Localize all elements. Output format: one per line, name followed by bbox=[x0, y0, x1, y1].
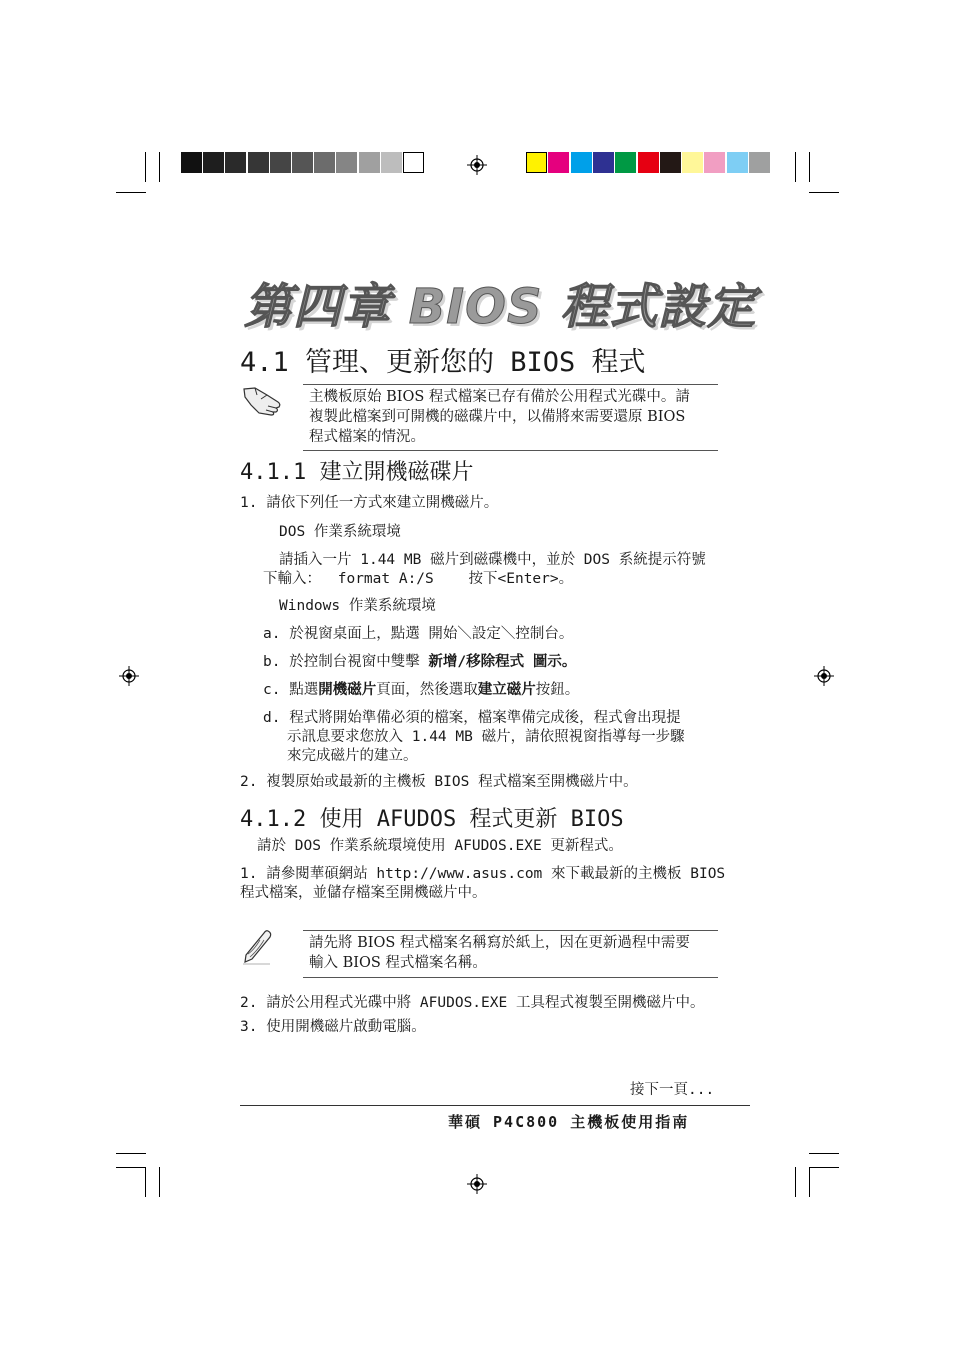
registration-mark-icon bbox=[814, 666, 834, 686]
step-d bbox=[263, 709, 685, 766]
note-text bbox=[309, 933, 690, 973]
gray-swatch bbox=[381, 152, 402, 173]
chapter-title: 第四章 BIOS 程式設定 bbox=[244, 279, 757, 335]
dos-title: DOS 作業系統環境 bbox=[279, 524, 401, 540]
color-swatch bbox=[704, 152, 725, 173]
note-bottom-rule bbox=[303, 977, 718, 978]
intro-text: 請於 DOS 作業系統環境使用 AFUDOS.EXE 更新程式。 bbox=[257, 838, 623, 854]
gray-swatch bbox=[203, 152, 224, 173]
crop-mark bbox=[159, 1167, 160, 1197]
step-1: 1. 請依下列任一方式來建立開機磁片。 bbox=[240, 495, 499, 511]
step-1-line: 1. 請參閱華碩網站 http://www.asus.com 來下載最新的主機板 BIOS bbox=[240, 866, 726, 882]
gray-swatch bbox=[292, 152, 313, 173]
gray-swatch bbox=[225, 152, 246, 173]
note-line: 主機板原始 BIOS 程式檔案已存有備於公用程式光碟中。請 bbox=[309, 389, 690, 405]
section-heading-4-1-2: 4.1.2 使用 AFUDOS 程式更新 BIOS bbox=[240, 807, 624, 832]
note-bottom-rule bbox=[303, 450, 718, 451]
note-line: 複製此檔案到可開機的磁碟片中，以備將來需要還原 BIOS bbox=[309, 409, 686, 425]
crop-mark bbox=[809, 1167, 839, 1168]
gray-swatch bbox=[359, 152, 380, 173]
step-2: 2. 複製原始或最新的主機板 BIOS 程式檔案至開機磁片中。 bbox=[240, 774, 638, 790]
step-b-text: b. 於控制台視窗中雙擊 bbox=[263, 654, 429, 670]
note-line: 輸入 BIOS 程式檔案名稱。 bbox=[309, 955, 487, 971]
step-c-text: c. 點選 bbox=[263, 682, 319, 698]
step-c-bold-2: 建立磁片 bbox=[477, 682, 536, 698]
windows-title: Windows 作業系統環境 bbox=[279, 598, 436, 614]
dos-command: format A:/S bbox=[337, 571, 434, 587]
registration-mark-icon bbox=[467, 155, 487, 175]
color-swatch bbox=[727, 152, 748, 173]
step-2-afudos: 2. 請於公用程式光碟中將 AFUDOS.EXE 工具程式複製至開機磁片中。 bbox=[240, 995, 705, 1011]
color-swatch bbox=[526, 152, 547, 173]
gray-swatch bbox=[270, 152, 291, 173]
dos-line-2-suffix: 按下<Enter>。 bbox=[468, 571, 574, 587]
crop-mark bbox=[145, 1167, 146, 1197]
step-d-line: 來完成磁片的建立。 bbox=[287, 748, 418, 764]
gray-swatch bbox=[403, 152, 424, 173]
step-c-mid: 頁面，然後選取 bbox=[376, 682, 478, 698]
crop-mark bbox=[809, 1153, 839, 1154]
note-line: 程式檔案的情況。 bbox=[309, 429, 425, 445]
step-b-bold: 新增/移除程式 圖示。 bbox=[428, 654, 577, 670]
note-top-rule bbox=[303, 384, 718, 385]
step-a: a. 於視窗桌面上，點選 開始＼設定＼控制台。 bbox=[263, 626, 574, 642]
color-swatch bbox=[571, 152, 592, 173]
color-swatch bbox=[615, 152, 636, 173]
color-swatch bbox=[638, 152, 659, 173]
dos-line-2-prefix: 下輸入： bbox=[263, 571, 321, 587]
step-b bbox=[263, 653, 576, 672]
step-d-line: d. 程式將開始準備必須的檔案，檔案準備完成後，程式會出現提 bbox=[263, 710, 681, 726]
step-1-afudos bbox=[240, 865, 725, 903]
step-c-bold-1: 開機磁片 bbox=[318, 682, 377, 698]
dos-line-2 bbox=[263, 570, 573, 589]
crop-mark bbox=[116, 192, 146, 193]
crop-mark bbox=[795, 152, 796, 182]
gray-swatch bbox=[314, 152, 335, 173]
note-top-rule bbox=[303, 930, 718, 931]
crop-mark bbox=[159, 152, 160, 182]
continue-text: 接下一頁... bbox=[630, 1082, 715, 1098]
step-c-suffix: 按鈕。 bbox=[535, 682, 580, 698]
registration-mark-icon bbox=[467, 1174, 487, 1194]
gray-swatch bbox=[336, 152, 357, 173]
registration-mark-icon bbox=[119, 666, 139, 686]
crop-mark bbox=[116, 1167, 146, 1168]
hand-pointer-icon bbox=[241, 383, 283, 417]
color-swatch bbox=[593, 152, 614, 173]
gray-swatch bbox=[181, 152, 202, 173]
footer-rule bbox=[240, 1105, 750, 1106]
step-c bbox=[263, 681, 579, 700]
step-d-line: 示訊息要求您放入 1.44 MB 磁片，請依照視窗指導每一步驟 bbox=[287, 729, 685, 745]
pencil-icon bbox=[240, 928, 274, 966]
crop-mark bbox=[809, 152, 810, 182]
dos-line-1: 請插入一片 1.44 MB 磁片到磁碟機中，並於 DOS 系統提示符號 bbox=[279, 552, 706, 568]
note-line: 請先將 BIOS 程式檔案名稱寫於紙上，因在更新過程中需要 bbox=[309, 935, 690, 951]
crop-mark bbox=[809, 192, 839, 193]
crop-mark bbox=[809, 1167, 810, 1197]
section-heading-4-1-1: 4.1.1 建立開機磁碟片 bbox=[240, 460, 474, 485]
color-swatch bbox=[660, 152, 681, 173]
step-3-afudos: 3. 使用開機磁片啟動電腦。 bbox=[240, 1019, 426, 1035]
step-1-line: 程式檔案，並儲存檔案至開機磁片中。 bbox=[240, 885, 487, 901]
note-text bbox=[309, 387, 690, 447]
color-swatch bbox=[548, 152, 569, 173]
crop-mark bbox=[145, 152, 146, 182]
section-heading-4-1: 4.1 管理、更新您的 BIOS 程式 bbox=[240, 347, 646, 378]
color-swatch bbox=[749, 152, 770, 173]
gray-swatch bbox=[248, 152, 269, 173]
color-swatch bbox=[682, 152, 703, 173]
crop-mark bbox=[116, 1153, 146, 1154]
footer-title: 華碩 P4C800 主機板使用指南 bbox=[448, 1113, 690, 1131]
crop-mark bbox=[795, 1167, 796, 1197]
